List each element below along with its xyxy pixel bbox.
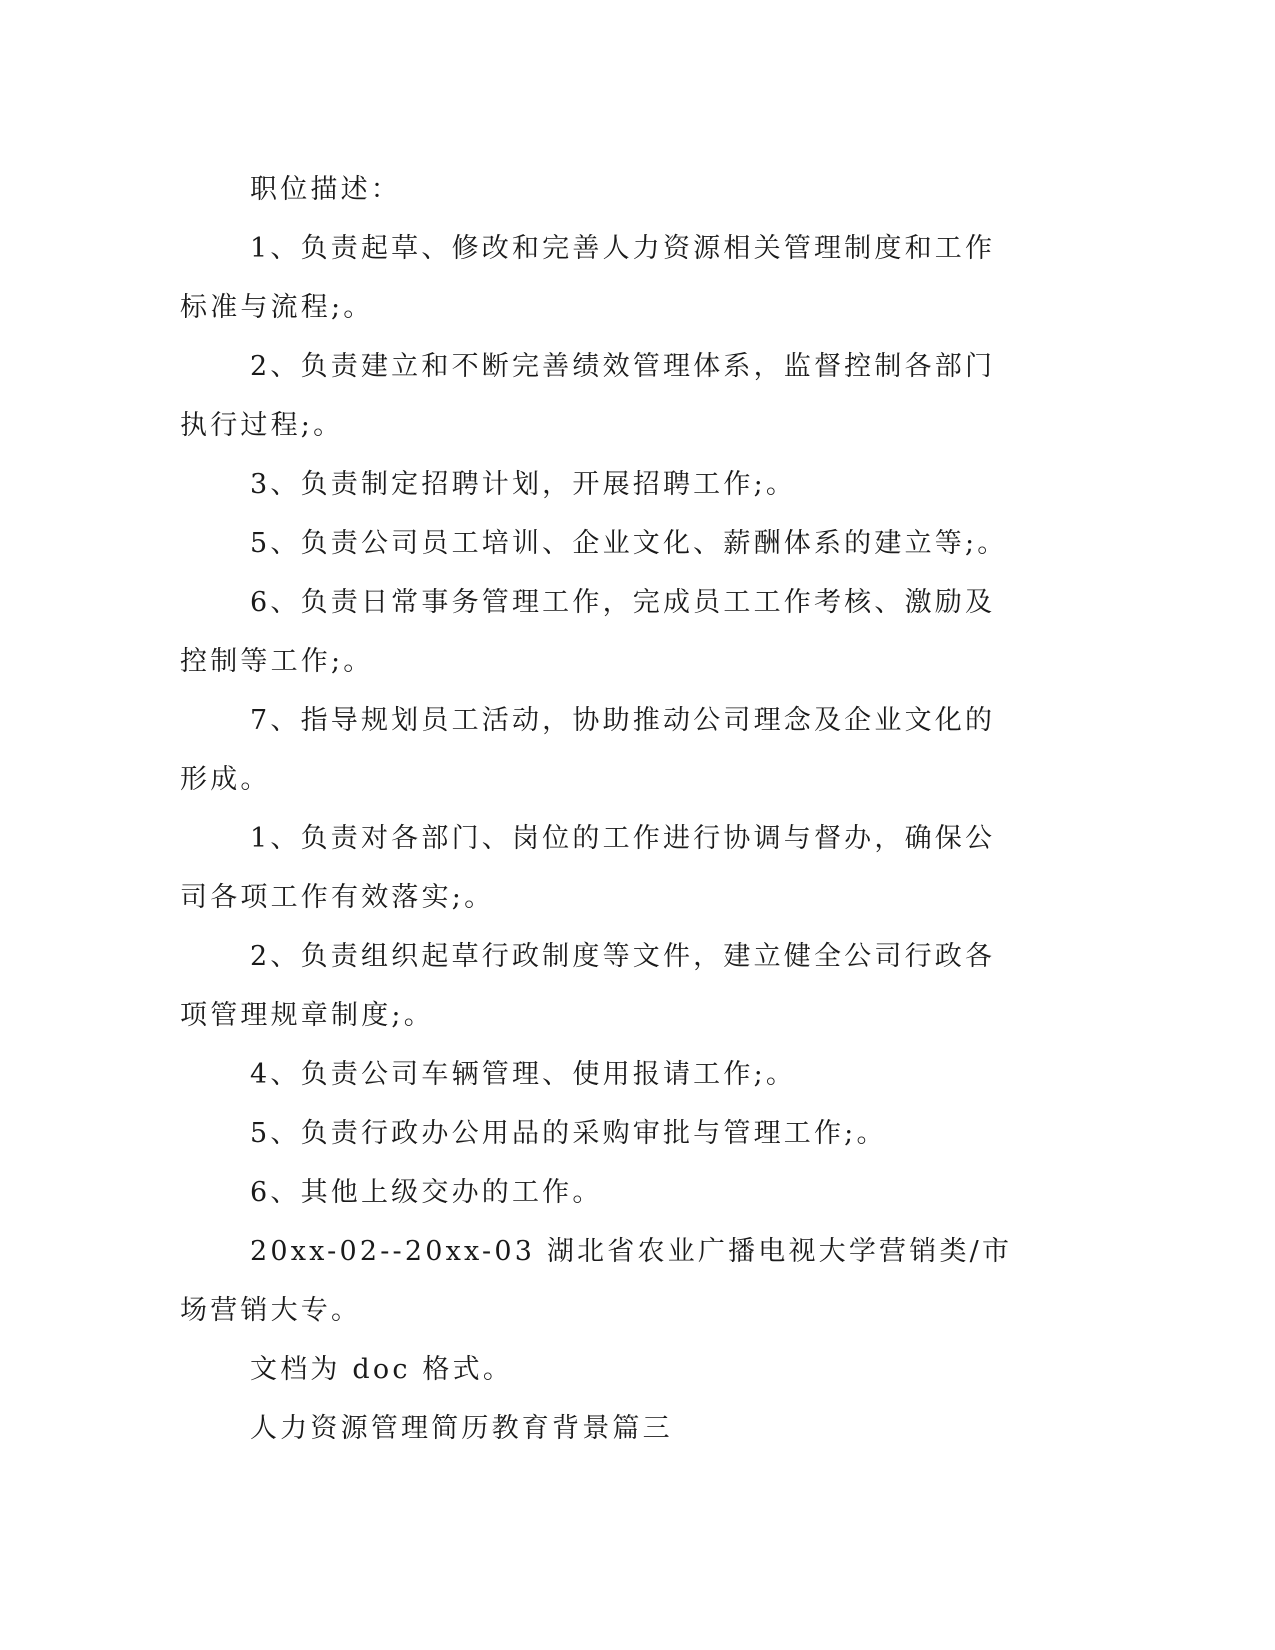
paragraph-admin-item-6: 6、其他上级交办的工作。 bbox=[250, 1177, 603, 1208]
paragraph-education-entry: 20xx-02--20xx-03 湖北省农业广播电视大学营销类/市场营销大专。 bbox=[180, 1236, 1013, 1326]
paragraph-hr-item-5: 5、负责公司员工培训、企业文化、薪酬体系的建立等;。 bbox=[250, 528, 1008, 559]
paragraph-admin-item-2: 2、负责组织起草行政制度等文件，建立健全公司行政各项管理规章制度;。 bbox=[180, 941, 996, 1031]
paragraph-doc-format-note: 文档为 doc 格式。 bbox=[250, 1354, 514, 1385]
paragraph-admin-item-4: 4、负责公司车辆管理、使用报请工作;。 bbox=[250, 1059, 797, 1090]
paragraph-hr-item-1: 1、负责起草、修改和完善人力资源相关管理制度和工作标准与流程;。 bbox=[180, 233, 996, 323]
paragraph-hr-item-6: 6、负责日常事务管理工作，完成员工工作考核、激励及控制等工作;。 bbox=[180, 587, 996, 677]
paragraph-admin-item-1: 1、负责对各部门、岗位的工作进行协调与督办，确保公司各项工作有效落实;。 bbox=[180, 823, 996, 913]
document-body bbox=[180, 160, 1025, 1458]
paragraph-admin-item-5: 5、负责行政办公用品的采购审批与管理工作;。 bbox=[250, 1118, 887, 1149]
paragraph-hr-item-2: 2、负责建立和不断完善绩效管理体系，监督控制各部门执行过程;。 bbox=[180, 351, 996, 441]
paragraph-job-description-heading: 职位描述： bbox=[250, 174, 401, 205]
paragraph-hr-item-7: 7、指导规划员工活动，协助推动公司理念及企业文化的形成。 bbox=[180, 705, 996, 795]
paragraph-hr-item-3: 3、负责制定招聘计划，开展招聘工作;。 bbox=[250, 469, 797, 500]
paragraph-section-title: 人力资源管理简历教育背景篇三 bbox=[250, 1413, 673, 1444]
